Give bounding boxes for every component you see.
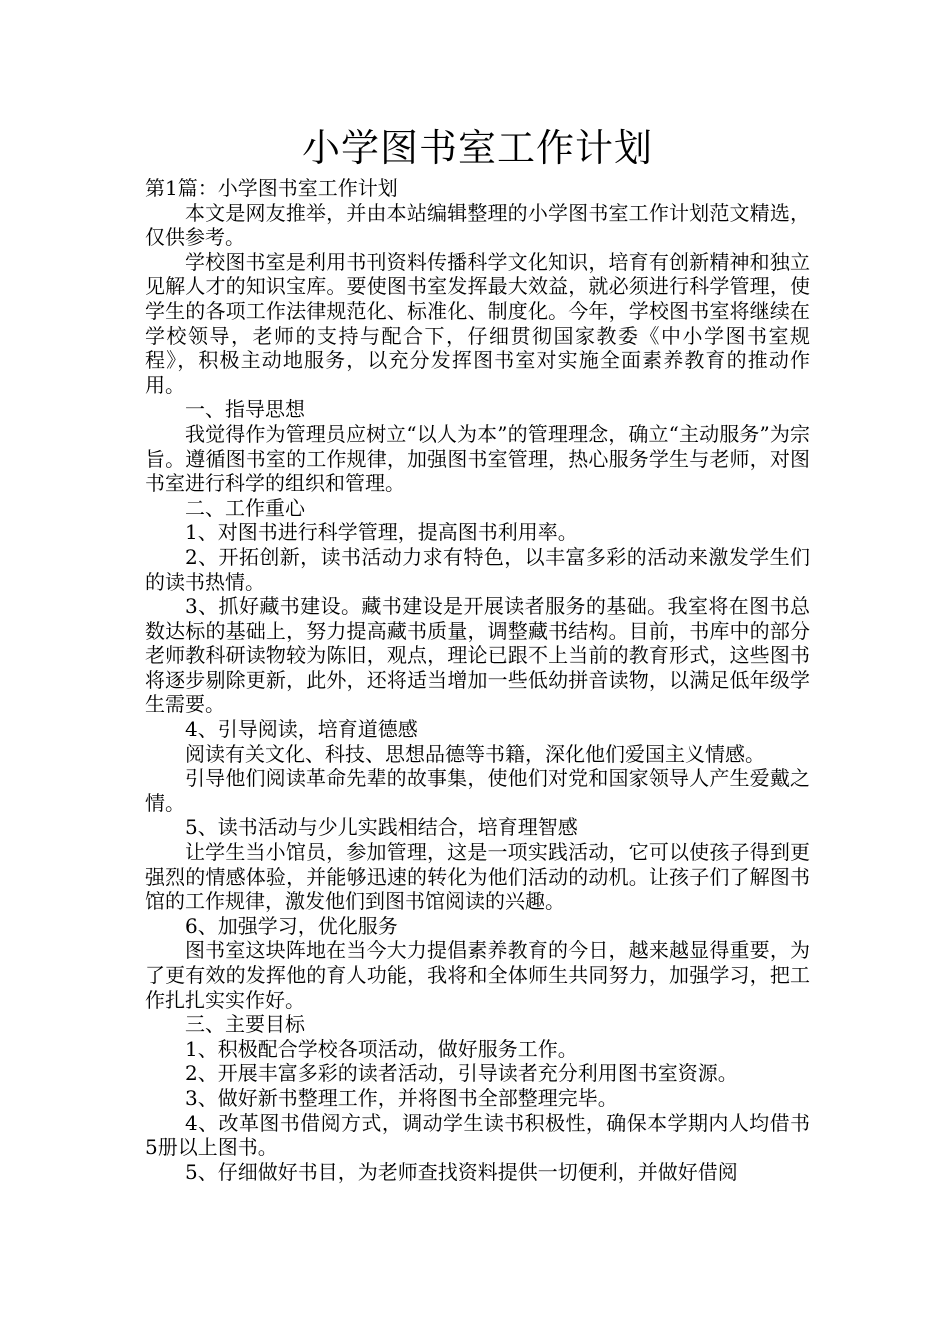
body-paragraph: 1、对图书进行科学管理，提高图书利用率。 [185,520,578,545]
body-paragraph: 5、读书活动与少儿实践相结合，培育理智感 [185,815,578,840]
document-subtitle: 第1篇：小学图书室工作计划 [145,176,398,200]
body-paragraph: 引导他们阅读革命先辈的故事集，使他们对党和国家领导人产生爱戴之情。 [145,766,810,815]
document-title: 小学图书室工作计划 [301,126,653,170]
body-paragraph: 二、工作重心 [185,495,305,520]
body-paragraph: 6、加强学习，优化服务 [185,913,398,938]
body-paragraph: 图书室这块阵地在当今大力提倡素养教育的今日，越来越显得重要，为了更有效的发挥他的育人功能，我将和全体师生共同努力，加强学习，把工作扎扎实实作好。 [145,938,810,1012]
body-paragraph: 我觉得作为管理员应树立“以人为本”的管理理念，确立“主动服务”为宗旨。遵循图书室的工作规律，加强图书室管理，热心服务学生与老师，对图书室进行科学的组织和管理。 [145,421,810,496]
document-page [145,120,810,1184]
body-paragraph: 4、改革图书借阅方式，调动学生读书积极性，确保本学期内人均借书5册以上图书。 [145,1110,810,1160]
body-paragraph: 3、抓好藏书建设。藏书建设是开展读者服务的基础。我室将在图书总数达标的基础上，努力提高藏书质量，调整藏书结构。目前，书库中的部分老师教科研读物较为陈旧，观点，理论已跟不上当前的教育形式，这些图书将逐步剔除更新，此外，还将适当增加一些低幼拼音读物，以满足低年级学生需要。 [145,594,810,717]
body-paragraph: 5、仔细做好书目，为老师查找资料提供一切便利，并做好借阅 [185,1159,738,1184]
body-paragraph: 一、指导思想 [185,397,305,422]
document-body [145,176,810,1184]
body-paragraph: 学校图书室是利用书刊资料传播科学文化知识，培育有创新精神和独立见解人才的知识宝库。要使图书室发挥最大效益，就必须进行科学管理，使学生的各项工作法律规范化、标准化、制度化。今年，学校图书室将继续在学校领导，老师的支持与配合下，仔细贯彻国家教委《中小学图书室规程》，积极主动地服务，以充分发挥图书室对实施全面素养教育的推动作用。 [145,249,810,397]
body-paragraph: 4、引导阅读，培育道德感 [185,717,418,742]
body-paragraph: 本文是网友推举，并由本站编辑整理的小学图书室工作计划范文精选，仅供参考。 [145,200,810,250]
body-paragraph: 三、主要目标 [185,1012,305,1037]
body-paragraph: 让学生当小馆员，参加管理，这是一项实践活动，它可以使孩子得到更强烈的情感体验，并能够迅速的转化为他们活动的动机。让孩子们了解图书馆的工作规律，激发他们到图书馆阅读的兴趣。 [145,840,810,914]
body-paragraph: 阅读有关文化、科技、思想品德等书籍，深化他们爱国主义情感。 [185,741,765,766]
body-paragraph: 2、开展丰富多彩的读者活动，引导读者充分利用图书室资源。 [185,1061,738,1086]
body-paragraph: 2、开拓创新，读书活动力求有特色，以丰富多彩的活动来激发学生们的读书热情。 [145,544,810,594]
body-paragraph: 1、积极配合学校各项活动，做好服务工作。 [185,1036,578,1061]
body-paragraph: 3、做好新书整理工作，并将图书全部整理完毕。 [185,1085,618,1110]
